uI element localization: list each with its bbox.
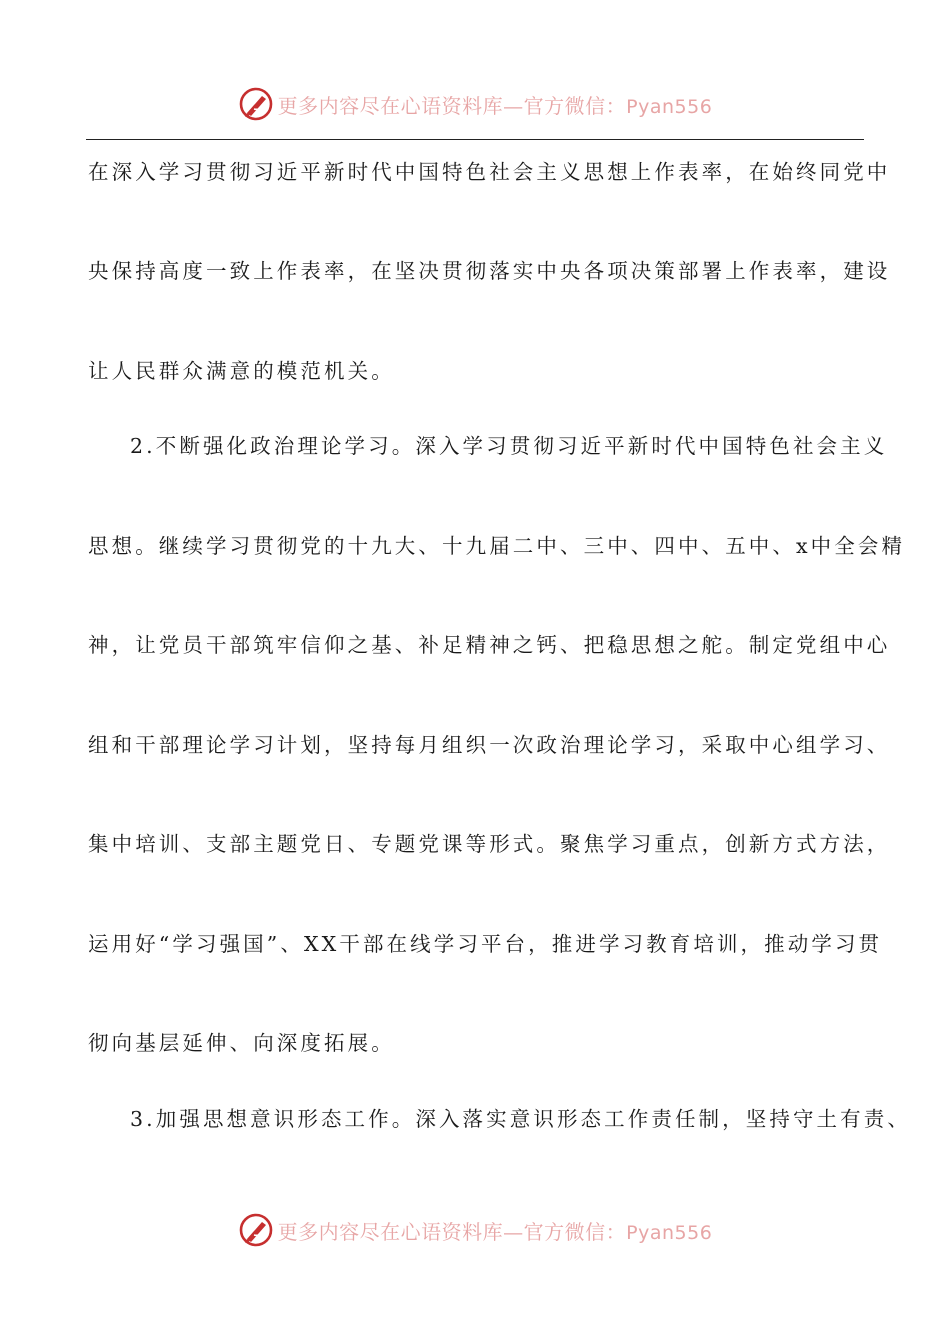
- text-line: 组和干部理论学习计划，坚持每月组织一次政治理论学习，采取中心组学习、: [88, 733, 891, 757]
- banner-text: 更多内容尽在心语资料库—官方微信：Pyan556: [277, 93, 713, 118]
- text-line: 彻向基层延伸、向深度拓展。: [88, 1031, 395, 1055]
- paragraph-heading-line: 2.不断强化政治理论学习。深入学习贯彻习近平新时代中国特色社会主义: [130, 434, 888, 458]
- banner-text: 更多内容尽在心语资料库—官方微信：Pyan556: [277, 1219, 713, 1244]
- header-divider: [86, 139, 864, 140]
- header-banner: [0, 82, 950, 126]
- text-line: 集中培训、支部主题党日、专题党课等形式。聚焦学习重点，创新方式方法，: [88, 832, 891, 856]
- paragraph-heading-line: 3.加强思想意识形态工作。深入落实意识形态工作责任制，坚持守土有责、: [130, 1107, 911, 1131]
- text-line: 思想。继续学习贯彻党的十九大、十九届二中、三中、四中、五中、x中全会精: [88, 534, 906, 558]
- footer-banner: [0, 1208, 950, 1252]
- text-line: 央保持高度一致上作表率，在坚决贯彻落实中央各项决策部署上作表率，建设: [88, 259, 891, 283]
- wechat-id: Pyan556: [626, 95, 713, 118]
- wechat-id: Pyan556: [626, 1221, 713, 1244]
- text-line: 神，让党员干部筑牢信仰之基、补足精神之钙、把稳思想之舵。制定党组中心: [88, 633, 891, 657]
- pen-logo-icon: [238, 1212, 274, 1248]
- text-line: 让人民群众满意的模范机关。: [88, 359, 395, 383]
- text-line: 运用好“学习强国”、XX干部在线学习平台，推进学习教育培训，推动学习贯: [88, 932, 883, 956]
- text-line: 在深入学习贯彻习近平新时代中国特色社会主义思想上作表率，在始终同党中: [88, 160, 891, 184]
- pen-logo-icon: [238, 86, 274, 122]
